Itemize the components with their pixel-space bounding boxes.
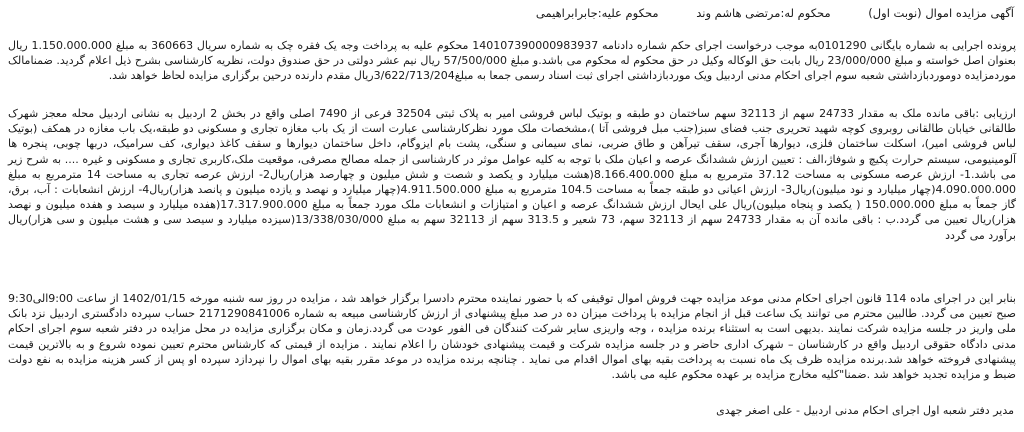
valuation-paragraph: ارزیابی :باقی مانده ملک به مقدار 24733 سهم از 32113 سهم ساختمان دو طبقه و بوتیک لباس فروشی امیر به پلاک ثبتی 32504 فرعی از 7490 اصلی واقع در بخش 2 اردبیل به نشانی اردبیل محله معجز شهرک طالقانی خیابان طالقانی روبروی کوچه شهید تحریری جنب فضای سبز(جنب مبل فروشی آتا )،مشخصات ملک مورد نظرکارشناسی عبارت است از یک باب مغازه تجاری و مسکونی دو طبقه،یک باب مغازه در همکف (بوتیک لباس فروشی امیر)، اسکلت ساختمان فلزی، دیوارها آجری، سقف تیرآهن و طاق ضربی، نمای سیمانی و سنگی، پشت بام ایزوگام، داخل ساختمان دیوارها و سقف کاغذ دیواری، کف سرامیک، دربها چوبی، پنجره ها آلومینیومی، سیستم حرارت پکیچ و شوفاژ،الف : تعیین ارزش ششدانگ عرصه و اعیان ملک با توجه به کلیه عوامل موثر در کارشناسی از جمله مصالح مصرفی، موقعیت ملک،کاربری تجاری و مسکونی و غیره .... به شرح زیر می باشد.1- ارزش عرصه مسکونی به مساحت 37.12 مترمربع به مبلغ 8.166.400.000(هشت میلیارد و یکصد و شصت و شش میلیون و چهارصد هزار)ریال2- ارزش عرصه تجاری به مساحت 14 مترمربع به مبلغ 4.090.000.000(چهار میلیارد و نود میلیون)ریال3- ارزش اعیانی دو طبقه جمعاً به مساحت 104.5 مترمربع به مبلغ 4.911.500.000(چهار میلیارد و نهصد و یازده میلیون و پانصد هزار)ریال4- ارزش انشعابات : آب، برق، گاز جمعاً به مبلغ 150.000.000 ( یکصد و پنجاه میلیون)ریال علی ایحال ارزش ششدانگ عرصه و اعیان و امتیازات و انشعابات ملک مورد جمعاً به مبلغ 17.317.900.000(هفده میلیارد و سیصد و هفده میلیون و نهصد هزار)ریال تعیین می گردد.ب : باقی مانده آن به مقدار 24733 سهم از 32113 سهم، 73 شعیر و 313.5 سهم از 32113 سهم به مبلغ 13/338/030/000(سیزده میلیارد و سیصد سی و هشت میلیون و سی هزار)ریال برآورد می گردد xyxy=(8,107,1017,242)
notice-title: آگهی مزایده اموال (نوبت اول) xyxy=(868,6,1014,20)
signature-line: مدیر دفتر شعبه اول اجرای احکام مدنی اردبیل - علی اصغر جهدی xyxy=(716,404,1014,417)
case-paragraph: پرونده اجرایی به شماره بایگانی 0101290به موجب درخواست اجرای حکم شماره دادنامه 140107390000983937 محکوم علیه به پرداخت وجه یک فقره چک به شماره سریال 360663 به مبلغ 1.150.000.000 ریال بعنوان اصل خواسته و مبلغ 23/000/000 ریال بابت حق الوکاله وکیل در حق محکوم له محکوم می باشد.و مبلغ 57/500/000 ریال نیم عشر دولتی در حق صندوق دولت، نظریه کارشناسی بشرح ذیل اعلام گردید. ضمنامالک موردمزایده دوموردبازداشتی شعبه سوم اجرای احکام مدنی اردبیل ویک موردبازداشتی اجرای ثبت اسناد رسمی جمعا به مبلغ3/622/713/204ریال مقدم دارنده درحین برگزاری مزایده لحاظ خواهد شد. xyxy=(8,39,1017,83)
notice-header xyxy=(10,6,1014,24)
creditor-label: محکوم له:مرتضی هاشم وند xyxy=(696,6,831,20)
auction-terms-paragraph: بنابر این در اجرای ماده 114 قانون اجرای احکام مدنی موعد مزایده جهت فروش اموال توقیفی که با حضور نماینده محترم دادسرا برگزار خواهد شد ، مزایده در روز سه شنبه مورخه 1402/01/15 از ساعت 9:00الی9:30 صبح تعیین می گردد. طالبین محترم می توانند یک ساعت قبل از انجام مزایده با پرداخت میزان ده در صد مبلغ پیشنهادی از ارزش کارشناسی مبیعه به شماره 2171290841006 حساب سپرده دادگستری اردبیل نزد بانک ملی واریز در جلسه مزایده شرکت نمایند .بدیهی است به استثناء برنده مزایده ، وجه واریزی سایر شرکت کنندگان فی الفور عودت می گردد.زمان و مکان برگزاری مزایده در محل مزایده در دفتر شعبه سوم اجرای احکام مدنی دادگاه حقوقی اردبیل واقع در کارشناسان – شهرک اداری حاضر و در جلسه مزایده شرکت و قیمت پیشنهادی خودشان را اعلام نمایند . مزایده از قیمتی که کارشناس محترم تعیین نموده شروع و به بالاترین قیمت پیشنهادی فروخته خواهد شد.برنده مزایده ظرف یک ماه نسبت به پرداخت بقیه بهای اموال اقدام می نماید . چنانچه برنده مزایده در موعد مقرر بقیه بهای اموال را نپردازد سپرده او پس از کسر هزینه مزایده به نفع دولت ضبط و مزایده تجدید خواهد شد .ضمنا"کلیه مخارج مزایده بر عهده محکوم علیه می باشد. xyxy=(8,292,1017,382)
debtor-label: محکوم علیه:جابرابراهیمی xyxy=(535,6,659,20)
